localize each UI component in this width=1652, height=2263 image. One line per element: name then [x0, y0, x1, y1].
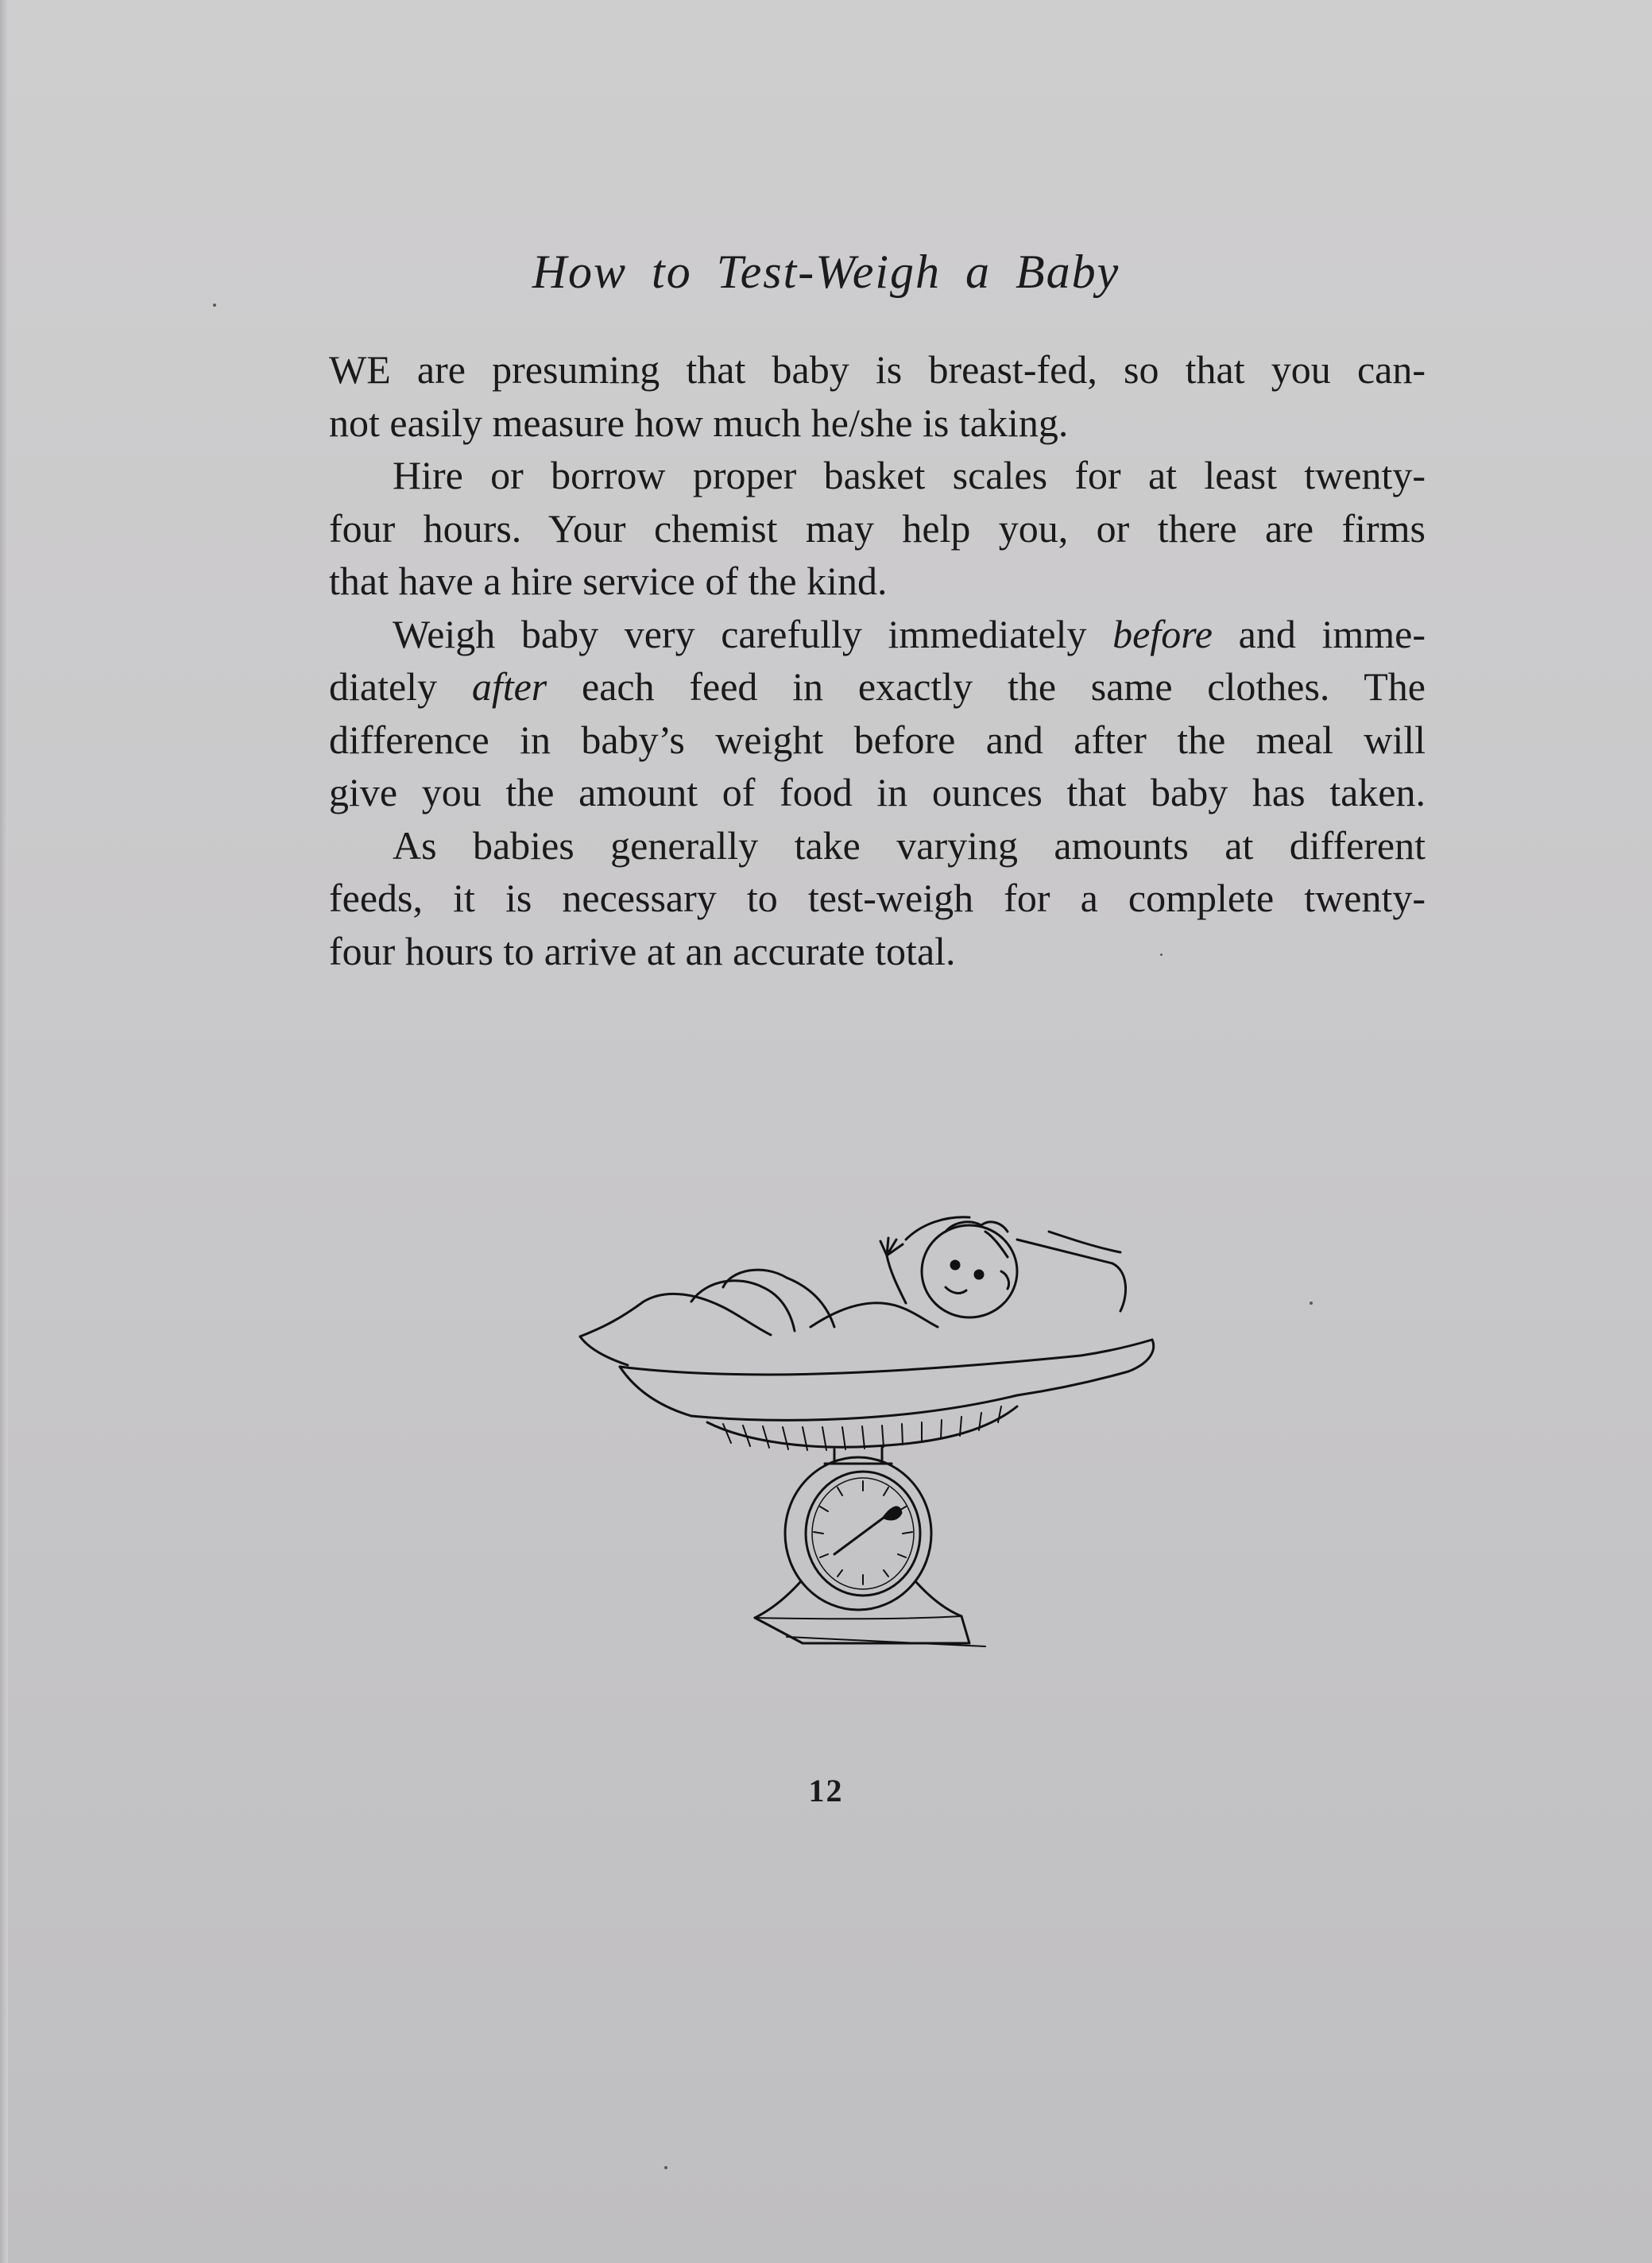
body-text: [329, 343, 1426, 977]
text-line: give you the amount of food in ounces that baby has taken.: [329, 770, 1426, 814]
emphasis-after: after: [471, 664, 547, 709]
text-segment: and imme-: [1213, 611, 1426, 656]
paragraph-4: [329, 819, 1426, 978]
text-line: difference in baby’s weight before and after the meal will: [329, 717, 1426, 762]
paper-speck: [213, 304, 216, 307]
baby-on-scale-illustration: [572, 1208, 1176, 1653]
text-line: As babies generally take varying amounts at different: [393, 822, 1426, 868]
emphasis-before: before: [1112, 611, 1213, 656]
text-line: Hire or borrow proper basket scales for at least twenty-: [393, 453, 1426, 497]
text-line: four hours to arrive at an accurate total.: [329, 928, 956, 973]
paragraph-3: [329, 608, 1426, 819]
paper-speck: [1310, 1302, 1313, 1305]
paragraph-1: [329, 343, 1426, 449]
text-segment: diately: [329, 664, 472, 709]
page-title: How to Test-Weigh a Baby: [532, 246, 1120, 298]
text-line: feeds, it is necessary to test-weigh for a complete twenty-: [329, 876, 1426, 920]
text-segment: Weigh baby very carefully immediately: [393, 611, 1113, 656]
text-line: not easily measure how much he/she is taking.: [329, 400, 1069, 445]
text-segment: each feed in exactly the same clothes. The: [547, 664, 1426, 709]
page-spine-edge: [0, 0, 8, 2263]
paper-speck: [1160, 954, 1163, 956]
paper-speck: [664, 2166, 667, 2169]
text-line: [329, 608, 1426, 661]
text-line: [329, 660, 1426, 714]
text-line: four hours. Your chemist may help you, or there are firms: [329, 505, 1426, 551]
paragraph-2: [329, 449, 1426, 608]
text-line: WE are presuming that baby is breast-fed, so that you can-: [329, 347, 1426, 392]
page-number: 12: [808, 1773, 844, 1808]
text-line: that have a hire service of the kind.: [329, 559, 888, 603]
